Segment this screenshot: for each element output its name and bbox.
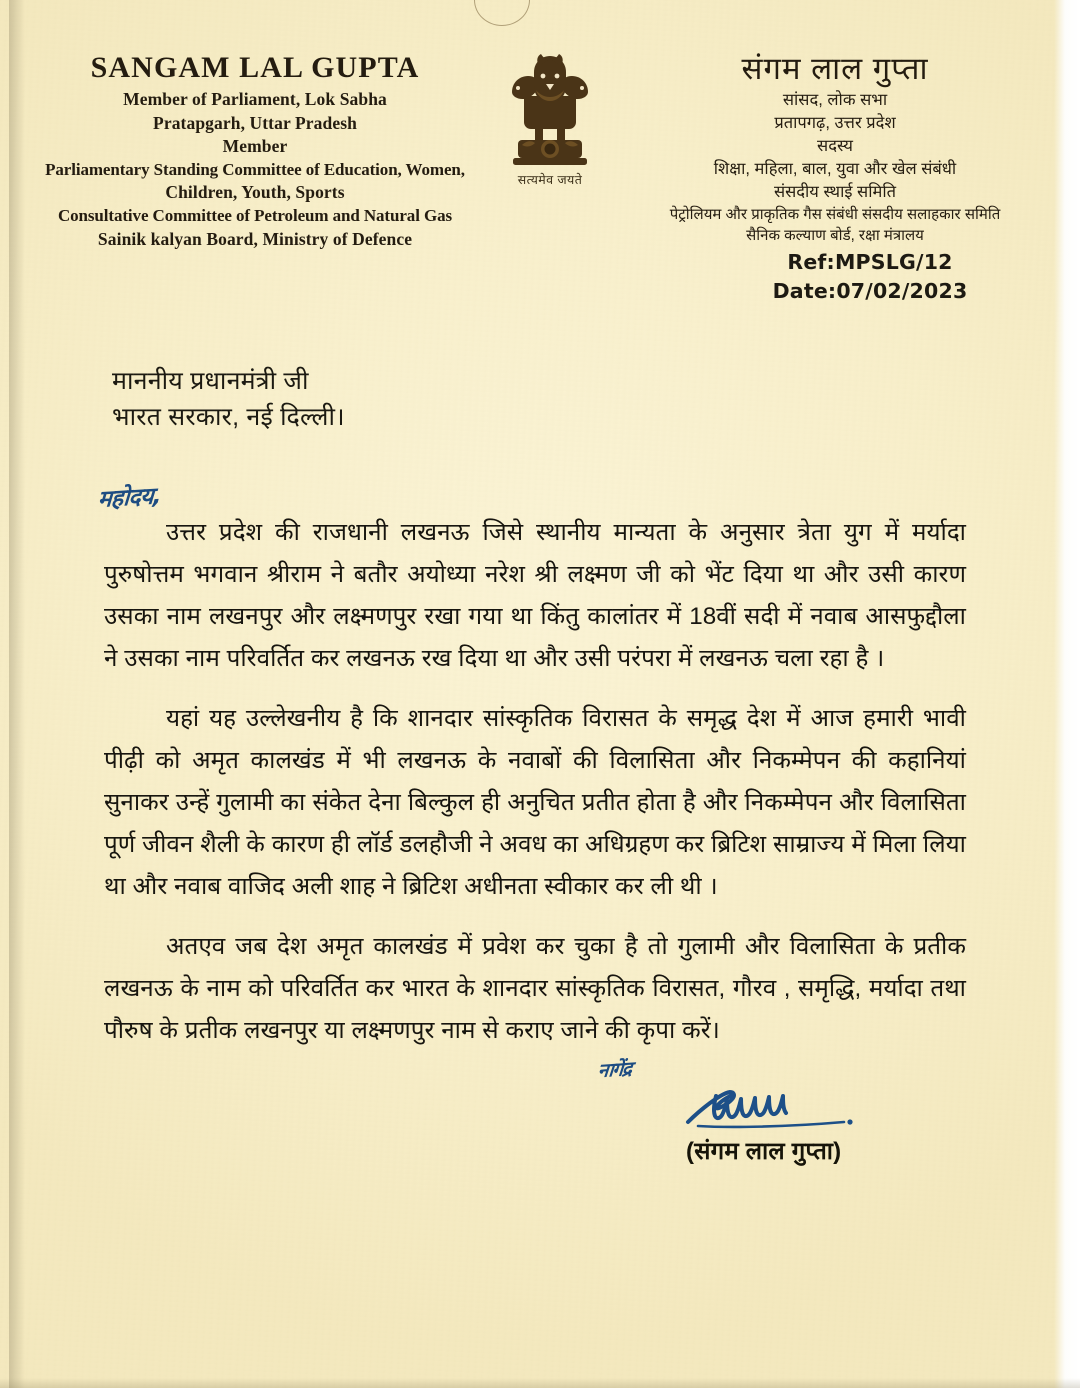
english-line-1: Member of Parliament, Lok Sabha	[123, 89, 387, 110]
emblem-motto: सत्यमेव जयते	[517, 173, 583, 187]
body-paragraph-1: उत्तर प्रदेश की राजधानी लखनऊ जिसे स्थानीय मान्यता के अनुसार त्रेता युग में मर्यादा पुरुषोत्तम भगवान श्रीराम ने बतौर अयोध्या नरेश श्री लक्ष्मण जी को भेंट दिया था और उसी कारण उसका नाम लखनपुर और लक्ष्मणपुर रखा गया था किंतु कालांतर में 18वीं सदी में नवाब आसफुद्दौला ने उसका नाम परिवर्तित कर लखनऊ रख दिया था और उसी परंपरा में लखनऊ चला रहा है ।	[104, 519, 966, 672]
letter-date: Date:07/02/2023	[772, 279, 968, 304]
hindi-line-2: प्रतापगढ़, उत्तर प्रदेश	[774, 113, 896, 132]
letterhead	[0, 52, 1080, 251]
mp-name-english: SANGAM LAL GUPTA	[90, 51, 420, 84]
reference-number: Ref:MPSLG/12	[787, 250, 953, 274]
scan-edge-left-shadow	[9, 0, 25, 1388]
letter-body	[104, 512, 966, 1052]
handwritten-signature-icon	[680, 1078, 880, 1136]
english-line-7: Sainik kalyan Board, Ministry of Defence	[97, 228, 413, 249]
addressee-block	[112, 364, 345, 435]
reference-block	[720, 248, 1020, 306]
english-line-6: Consultative Committee of Petroleum and Natural Gas	[57, 205, 453, 225]
signatory-printed-name: (संगम लाल गुप्ता)	[686, 1138, 842, 1165]
handwritten-side-note: नागेंद्र	[596, 1057, 633, 1083]
hindi-line-1: सांसद, लोक सभा	[782, 90, 888, 109]
state-emblem-icon	[498, 48, 602, 170]
english-line-3: Member	[222, 136, 288, 157]
mp-name-hindi: संगम लाल गुप्ता	[741, 51, 929, 86]
english-line-2: Pratapgarh, Uttar Pradesh	[153, 112, 357, 133]
hindi-line-4: शिक्षा, महिला, बाल, युवा और खेल संबंधी	[713, 160, 957, 178]
english-line-5: Children, Youth, Sports	[165, 182, 345, 203]
handwritten-salutation: महोदय,	[97, 483, 162, 514]
hindi-line-6: पेट्रोलियम और प्राकृतिक गैस संबंधी संसदीय सलाहकार समिति	[669, 206, 1001, 224]
english-line-4: Parliamentary Standing Committee of Education, Women,	[45, 159, 465, 179]
hindi-line-5: संसदीय स्थाई समिति	[773, 183, 897, 202]
body-paragraph-3: अतएव जब देश अमृत कालखंड में प्रवेश कर चुका है तो गुलामी और विलासिता के प्रतीक लखनऊ के नाम को परिवर्तित कर भारत के शानदार सांस्कृतिक विरासत, गौरव , समृद्धि, मर्यादा तथा पौरुष के प्रतीक लखनपुर या लक्ष्मणपुर नाम से कराए जाने की कृपा करें।	[104, 933, 966, 1044]
addressee-line-1: माननीय प्रधानमंत्री जी	[112, 367, 309, 395]
emblem-block	[486, 48, 614, 188]
body-paragraph-2: यहां यह उल्लेखनीय है कि शानदार सांस्कृतिक विरासत के समृद्ध देश में आज हमारी भावी पीढ़ी को अमृत कालखंड में भी लखनऊ के नवाबों की विलासिता और निकम्मेपन की कहानियां सुनाकर उन्हें गुलामी का संकेत देना बिल्कुल ही अनुचित प्रतीत होता है और निकम्मेपन और विलासिता पूर्ण जीवन शैली के कारण ही लॉर्ड डलहौजी ने अवध का अधिग्रहण कर ब्रिटिश साम्राज्य में मिला लिया था और नवाब वाजिद अली शाह ने ब्रिटिश अधीनता स्वीकार कर ली थी ।	[104, 705, 966, 900]
letterhead-english	[30, 52, 480, 251]
hindi-line-7: सैनिक कल्याण बोर्ड, रक्षा मंत्रालय	[746, 227, 924, 245]
signature-block	[590, 1056, 990, 1167]
letterhead-hindi	[620, 52, 1050, 246]
scan-edge-bottom	[0, 1378, 1080, 1388]
addressee-line-2: भारत सरकार, नई दिल्ली।	[112, 402, 345, 431]
hindi-line-3: सदस्य	[817, 136, 853, 155]
scan-edge-right	[1054, 0, 1080, 1388]
